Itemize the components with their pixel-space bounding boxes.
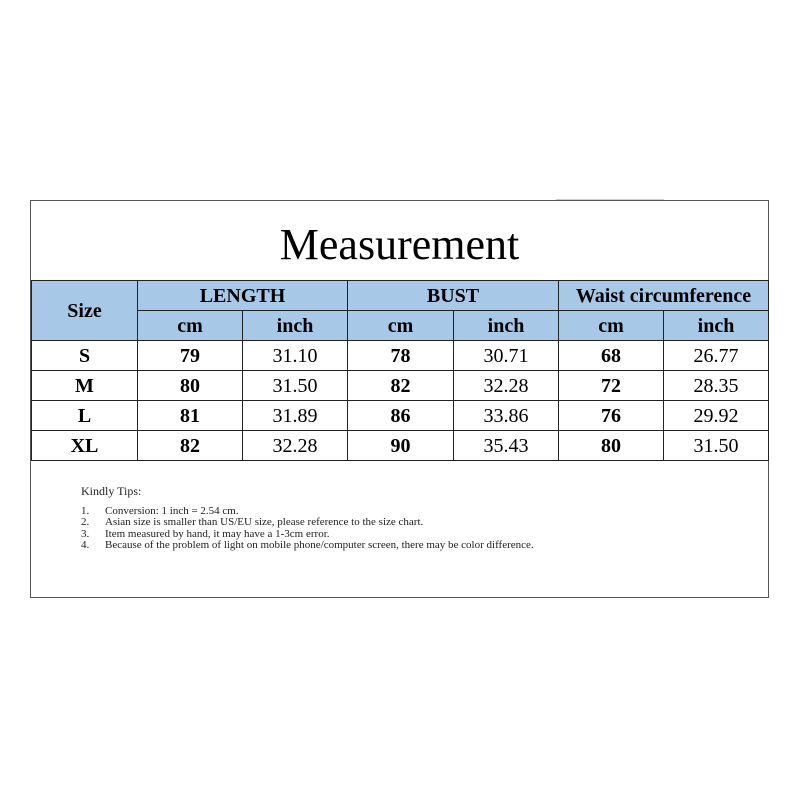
unit-bust-cm: cm — [348, 311, 454, 341]
measurement-sheet — [30, 200, 769, 598]
table-row — [32, 371, 769, 401]
length-cm-cell: 80 — [138, 371, 243, 401]
length-inch-cell: 31.50 — [243, 371, 348, 401]
tips-heading: Kindly Tips: — [81, 484, 142, 498]
bust-inch-cell: 33.86 — [454, 401, 559, 431]
bust-cm-cell: 78 — [348, 341, 454, 371]
length-inch-cell: 32.28 — [243, 431, 348, 461]
unit-length-cm: cm — [138, 311, 243, 341]
bust-inch-cell: 32.28 — [454, 371, 559, 401]
size-cell: L — [32, 401, 138, 431]
unit-waist-inch: inch — [664, 311, 769, 341]
header-row-units — [32, 311, 769, 341]
tip-text: Conversion: 1 inch = 2.54 cm. — [105, 504, 239, 517]
length-inch-cell: 31.10 — [243, 341, 348, 371]
tip-number: 2. — [81, 516, 90, 528]
waist-inch-cell: 26.77 — [664, 341, 769, 371]
length-inch-cell: 31.89 — [243, 401, 348, 431]
table-row — [32, 341, 769, 371]
list-item — [81, 540, 645, 552]
tip-number: 1. — [81, 504, 90, 517]
table-row — [32, 431, 769, 461]
tip-number: 3. — [81, 527, 90, 540]
length-cm-cell: 79 — [138, 341, 243, 371]
bust-cm-cell: 90 — [348, 431, 454, 461]
size-cell: M — [32, 371, 138, 401]
header-size: Size — [32, 281, 138, 341]
unit-length-inch: inch — [243, 311, 348, 341]
tip-text: Item measured by hand, it may have a 1-3cm error. — [105, 527, 330, 540]
header-length: LENGTH — [138, 281, 348, 311]
waist-cm-cell: 76 — [559, 401, 664, 431]
size-cell: S — [32, 341, 138, 371]
unit-bust-inch: inch — [454, 311, 559, 341]
kindly-tips — [81, 486, 645, 552]
tip-number: 4. — [81, 539, 90, 551]
list-item — [81, 517, 645, 529]
bust-inch-cell: 30.71 — [454, 341, 559, 371]
header-row-groups — [32, 281, 769, 311]
table-row — [32, 401, 769, 431]
waist-cm-cell: 80 — [559, 431, 664, 461]
size-cell: XL — [32, 431, 138, 461]
header-waist: Waist circumference — [559, 281, 769, 311]
unit-waist-cm: cm — [559, 311, 664, 341]
waist-inch-cell: 28.35 — [664, 371, 769, 401]
waist-inch-cell: 31.50 — [664, 431, 769, 461]
waist-inch-cell: 29.92 — [664, 401, 769, 431]
size-chart-table — [31, 280, 769, 461]
bust-inch-cell: 35.43 — [454, 431, 559, 461]
bust-cm-cell: 86 — [348, 401, 454, 431]
header-bust: BUST — [348, 281, 559, 311]
length-cm-cell: 81 — [138, 401, 243, 431]
waist-cm-cell: 72 — [559, 371, 664, 401]
tip-text: Asian size is smaller than US/EU size, please reference to the size chart. — [105, 516, 424, 528]
waist-cm-cell: 68 — [559, 341, 664, 371]
tip-text: Because of the problem of light on mobile phone/computer screen, there may be color difference. — [105, 539, 534, 551]
length-cm-cell: 82 — [138, 431, 243, 461]
page-title: Measurement — [279, 220, 520, 269]
bust-cm-cell: 82 — [348, 371, 454, 401]
